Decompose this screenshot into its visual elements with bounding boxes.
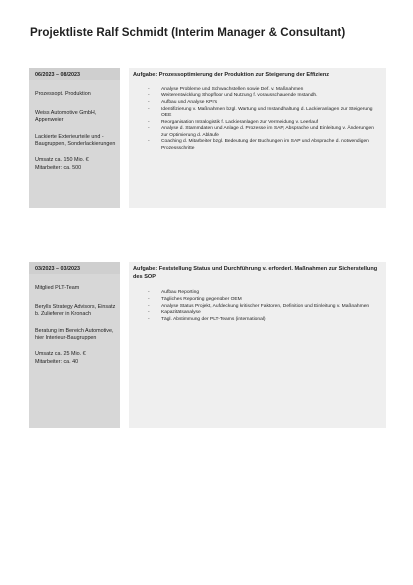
- project-block: [29, 262, 386, 428]
- task-list: [133, 290, 380, 323]
- project-info-panel: [29, 262, 120, 428]
- project-client: Berylls Strategy Advisors, Einsatz b. Zulieferer in Kronach: [35, 303, 116, 318]
- project-client: Weiss Automotive GmbH, Appenweier: [35, 109, 97, 124]
- project-role: Prozessopt. Produktion: [35, 91, 91, 98]
- project-employees: Mitarbeiter: ca. 500: [35, 164, 82, 171]
- list-item: - Analyse Probleme und Schwachstellen sowie Def. v. Maßnahmen: [148, 87, 380, 93]
- project-task: Aufgabe: Feststellung Status und Durchführung v. erforderl. Maßnahmen zur Sicherstellung des SOP: [133, 266, 378, 280]
- project-block: [29, 68, 386, 208]
- list-item: - Identifizierung v. Maßnahmen bzgl. Wartung und Instandhaltung d. Lackieranlagen zur Steigerung OEE: [148, 107, 380, 120]
- list-item: - Reorganisation Intralogistik f. Lackieranlagen zur Vermeidung v. Leerlauf: [148, 120, 380, 126]
- list-item: - Coaching d. Mitarbeiter bzgl. Bedeutung der Buchungen im SAP und Absprache d. notwendigen Prozessschritte: [148, 139, 380, 152]
- list-item: - Aufbau und Analyse KPI's: [148, 100, 380, 106]
- list-item: - Tägl. Abstimmung der PLT-Teams (international): [148, 317, 380, 323]
- list-item: - Analyse d. Stammdaten und Anlage d. Prozesse im SAP, Absprache und Einleitung v. Änderungen zur Optimierung d. Abläufe: [148, 126, 380, 139]
- project-info-panel: [29, 68, 120, 208]
- project-task: Aufgabe: Prozessoptimierung der Produktion zur Steigerung der Effizienz: [133, 72, 330, 78]
- task-list: [133, 87, 380, 152]
- project-task-panel: [129, 68, 386, 208]
- list-item: - Aufbau Reporting: [148, 290, 380, 296]
- project-task-panel: [129, 262, 386, 428]
- project-period: 03/2023 – 03/2023: [35, 266, 80, 272]
- list-item: - Tägliches Reporting gegenüber OEM: [148, 297, 380, 303]
- list-item: - Kapazitätsanalyse: [148, 310, 380, 316]
- list-item: - Analyse Status Projekt, Aufdeckung kritischer Faktoren, Definition und Einleitung v. Maßnahmen: [148, 304, 380, 310]
- page-title: Projektliste Ralf Schmidt (Interim Manager & Consultant): [30, 26, 346, 39]
- project-scope: Lackierte Exterieurteile und -Baugruppen, Sonderlackierungen: [35, 133, 116, 148]
- project-revenue: Umsatz ca. 150 Mio. €: [35, 157, 89, 164]
- project-role: Mitglied PLT-Team: [35, 285, 80, 292]
- list-item: - Weiterentwicklung Shopfloor und Nutzung f. vorausschauende Instandh.: [148, 93, 380, 99]
- project-scope: Beratung im Bereich Automotive, hier Interieur-Baugruppen: [35, 327, 114, 342]
- project-revenue: Umsatz ca. 25 Mio. €: [35, 351, 86, 358]
- project-employees: Mitarbeiter: ca. 40: [35, 358, 79, 365]
- project-period: 06/2023 – 08/2023: [35, 72, 80, 78]
